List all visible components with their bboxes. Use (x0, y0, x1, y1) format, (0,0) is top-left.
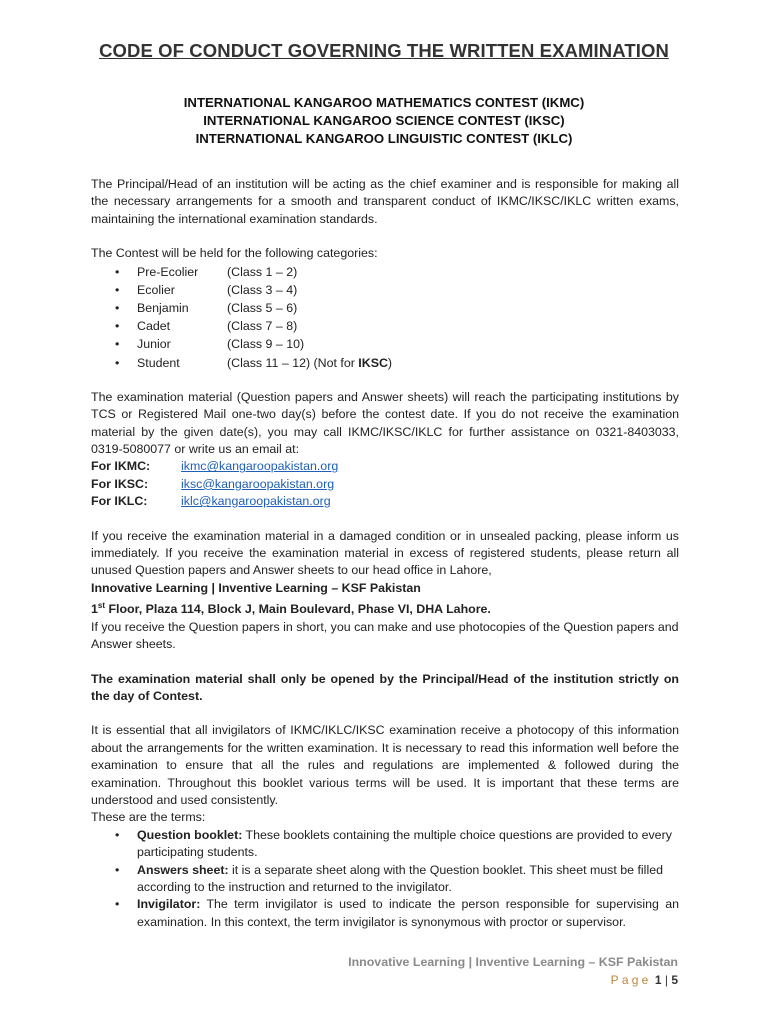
opening-rule: The examination material shall only be opened by the Principal/Head of the institution strictly on the day of Contest. (91, 671, 679, 703)
page-separator: | (664, 973, 668, 987)
contest-ikmc: INTERNATIONAL KANGAROO MATHEMATICS CONTEST (IKMC) (183, 95, 585, 110)
contest-iklc: INTERNATIONAL KANGAROO LINGUISTIC CONTEST (IKLC) (195, 131, 573, 146)
terms-list (91, 827, 679, 931)
footer-brand: Innovative Learning | Inventive Learning – KSF Pakistan (348, 955, 678, 969)
email-link-iklc[interactable]: iklc@kangaroopakistan.org (181, 494, 331, 509)
email-link-ikmc[interactable]: ikmc@kangaroopakistan.org (181, 459, 339, 474)
page-total: 5 (671, 973, 678, 987)
list-item: • Benjamin (Class 5 – 6) (115, 301, 298, 315)
category-list (91, 263, 679, 372)
contact-ikmc: For IKMC: ikmc@kangaroopakistan.org (91, 458, 679, 475)
office-name: Innovative Learning | Inventive Learning – KSF Pakistan (91, 580, 421, 595)
shortage-paragraph: If you receive the Question papers in short, you can make and use photocopies of the Question papers and Answer sheets. (91, 619, 679, 652)
categories-intro: The Contest will be held for the following categories: (91, 246, 378, 261)
list-item: • Junior (Class 9 – 10) (115, 337, 305, 352)
list-item: • Cadet (Class 7 – 8) (115, 319, 298, 334)
invigilator-paragraph: It is essential that all invigilators of IKMC/IKLC/IKSC examination receive a photocopy of this information about the arrangements for the written examination. It is necessary to read this information well before the examination to ensure that all the rules and regulations are implemented & followed during the examination. Throughout this booklet various terms will be used. It is important that these terms are understood and used consistently. (91, 723, 679, 807)
email-link-iksc[interactable]: iksc@kangaroopakistan.org (181, 476, 335, 491)
material-paragraph: The examination material (Question papers and Answer sheets) will reach the participating institutions by TCS or Registered Mail one-two day(s) before the contest date. If you do not receive the examination material by the given date(s), you may call IKMC/IKSC/IKLC for further assistance on 0321-8403033, 0319-5080077 or write us an email at: (91, 389, 679, 456)
document-body (91, 176, 679, 931)
list-item: • Invigilator: The term invigilator is used to indicate the person responsible for supervising an examination. In this context, the term invigilator is synonymous with proctor or supervisor. (115, 897, 679, 929)
office-address: 1st Floor, Plaza 114, Block J, Main Boulevard, Phase VI, DHA Lahore. (91, 601, 491, 617)
page-label: Page (610, 973, 652, 987)
intro-paragraph: The Principal/Head of an institution will be acting as the chief examiner and is responsible for making all the necessary arrangements for a smooth and transparent conduct of IKMC/IKSC/IKLC written exams, maintaining the international examination standards. (91, 177, 679, 226)
terms-intro: These are the terms: (91, 810, 206, 825)
list-item: • Student (Class 11 – 12) (Not for IKSC) (115, 355, 393, 370)
page-number: 1 (654, 973, 662, 987)
list-item: • Pre-Ecolier (Class 1 – 2) (115, 264, 298, 279)
contest-iksc: INTERNATIONAL KANGAROO SCIENCE CONTEST (IKSC) (203, 113, 565, 128)
list-item: • Ecolier (Class 3 – 4) (115, 282, 298, 297)
contest-names (0, 94, 768, 148)
contact-iklc: For IKLC: iklc@kangaroopakistan.org (91, 493, 679, 510)
list-item: • Answers sheet: it is a separate sheet along with the Question booklet. This sheet must be filled according to the instruction and returned to the invigilator. (115, 862, 663, 894)
list-item: • Question booklet: These booklets containing the multiple choice questions are provided to every participating students. (115, 827, 672, 860)
damage-paragraph: If you receive the examination material in a damaged condition or in unsealed packing, please inform us immediately. If you receive the examination material in excess of registered students, please return all unused Question papers and Answer sheets to our head office in Lahore, (91, 528, 679, 578)
page-title: CODE OF CONDUCT GOVERNING THE WRITTEN EXAMINATION (99, 40, 669, 61)
contact-iksc: For IKSC: iksc@kangaroopakistan.org (91, 476, 679, 493)
page-indicator (611, 973, 678, 987)
